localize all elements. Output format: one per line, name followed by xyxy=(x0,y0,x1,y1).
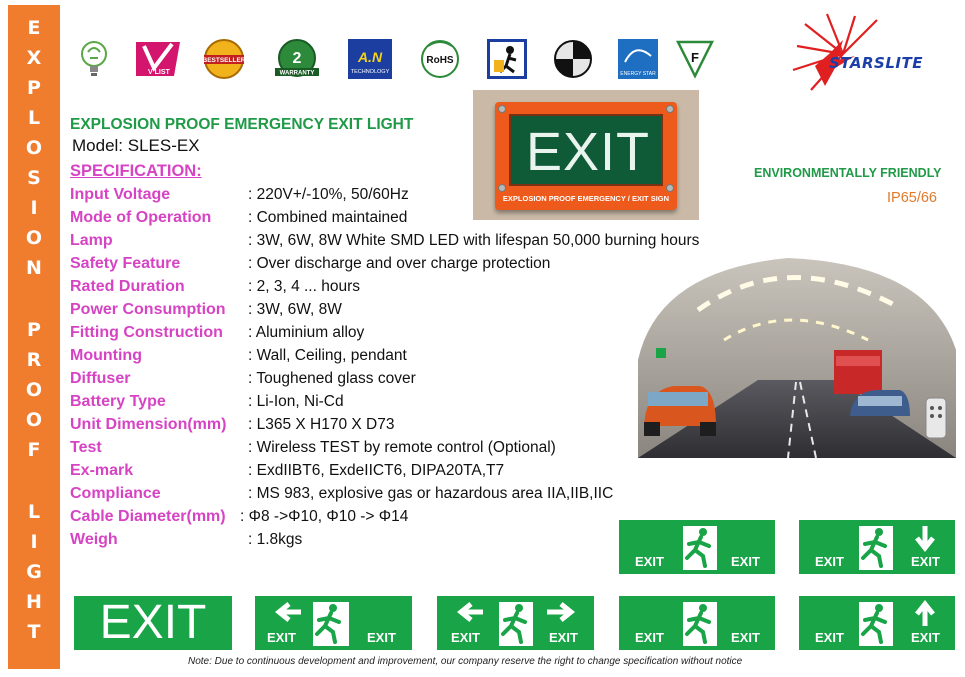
spec-value: : 2, 3, 4 ... hours xyxy=(248,278,361,295)
an-technology-logo-icon xyxy=(347,38,393,80)
banner-letter: L xyxy=(27,501,41,523)
spec-label: Input Voltage xyxy=(70,186,171,203)
f-mark-text: F xyxy=(691,50,699,65)
spec-heading: SPECIFICATION: xyxy=(70,162,202,180)
product-exit-text: EXIT xyxy=(525,122,651,182)
product-housing xyxy=(495,102,677,210)
vlist-text: V LIST xyxy=(148,69,170,76)
bolt-icon xyxy=(498,184,506,192)
spec-value: : Wall, Ceiling, pendant xyxy=(248,347,407,364)
spec-value: : Wireless TEST by remote control (Optional) xyxy=(248,439,556,456)
banner-letter: O xyxy=(25,409,43,431)
bolt-icon xyxy=(666,184,674,192)
rohs-text: RoHS xyxy=(426,55,454,66)
warranty-number: 2 xyxy=(292,50,302,67)
spec-label: Compliance xyxy=(70,485,161,502)
spec-label: Lamp xyxy=(70,232,113,249)
banner-letter: P xyxy=(27,319,41,341)
exit-word: EXIT xyxy=(635,554,664,569)
product-photo xyxy=(473,90,699,220)
spec-value: : MS 983, explosive gas or hazardous area IIA,IIB,IIC xyxy=(248,485,614,502)
running-man-icon xyxy=(619,596,775,650)
spec-value: : Over discharge and over charge protection xyxy=(248,255,551,272)
product-label: EXPLOSION PROOF EMERGENCY / EXIT SIGN xyxy=(502,194,670,203)
spec-label: Ex-mark xyxy=(70,462,134,479)
spec-value: : Li-Ion, Ni-Cd xyxy=(248,393,344,410)
banner-letter: F xyxy=(27,439,41,461)
spec-label: Diffuser xyxy=(70,370,131,387)
exit-word: EXIT xyxy=(911,630,940,645)
banner-letter: I xyxy=(30,197,38,219)
spec-value: : ExdIIBT6, ExdeIICT6, DIPA20TA,T7 xyxy=(248,462,505,479)
arrows-both-running-man-icon xyxy=(437,596,594,650)
banner-letter: X xyxy=(26,47,42,69)
bolt-icon xyxy=(498,105,506,113)
spec-value: : L365 X H170 X D73 xyxy=(248,416,395,433)
energy-star-logo-icon xyxy=(617,38,659,80)
spec-label: Test xyxy=(70,439,102,456)
banner-letter: O xyxy=(25,227,43,249)
footer-note: Note: Due to continuous development and improvement, our company reserve the right to change specification without notice xyxy=(188,656,743,667)
an-text: A.N xyxy=(357,49,383,65)
spec-label: Cable Diameter(mm) xyxy=(70,508,226,525)
an-sub-text: TECHNOLOGY xyxy=(350,69,390,75)
f-mark-logo-icon xyxy=(676,38,714,80)
spec-value: : 220V+/-10%, 50/60Hz xyxy=(248,186,409,203)
spec-label: Unit Dimension(mm) xyxy=(70,416,227,433)
banner-letter: E xyxy=(27,17,41,39)
product-screen xyxy=(509,114,663,186)
bestseller-text: BESTSELLER xyxy=(202,57,246,64)
banner-letter: O xyxy=(25,379,43,401)
arrow-left-running-man-icon xyxy=(255,596,412,650)
side-banner xyxy=(8,5,60,669)
environment-note: ENVIRONMENTALLY FRIENDLY xyxy=(754,166,942,180)
spec-value: : Toughened glass cover xyxy=(248,370,416,387)
warranty-logo-icon xyxy=(274,38,320,80)
spec-value: : 1.8kgs xyxy=(248,531,303,548)
bulb-logo-icon xyxy=(76,38,112,80)
exit-sign-text-only xyxy=(74,596,232,650)
exit-sign-arrow-both xyxy=(437,596,594,650)
exit-word: EXIT xyxy=(635,630,664,645)
exit-sign-arrow-up xyxy=(799,596,955,650)
banner-letter: S xyxy=(27,167,41,189)
spec-label: Rated Duration xyxy=(70,278,185,295)
exit-word: EXIT xyxy=(367,630,396,645)
exit-word: EXIT xyxy=(549,630,578,645)
exit-word: EXIT xyxy=(267,630,296,645)
exit-sign-arrow-down xyxy=(799,520,955,574)
page-title: EXPLOSION PROOF EMERGENCY EXIT LIGHT xyxy=(70,116,414,133)
exit-word: EXIT xyxy=(451,630,480,645)
running-man-icon xyxy=(619,520,775,574)
spec-value: : Aluminium alloy xyxy=(248,324,365,341)
exit-word: EXIT xyxy=(731,630,760,645)
energy-star-text: ENERGY STAR xyxy=(620,71,656,77)
running-man-arrow-down-icon xyxy=(799,520,955,574)
spec-label: Weigh xyxy=(70,531,118,548)
spec-label: Mounting xyxy=(70,347,142,364)
rohs-logo-icon xyxy=(418,38,462,80)
brand-name: STARSLITE xyxy=(829,54,923,72)
exit-word: EXIT xyxy=(731,554,760,569)
exit-word: EXIT xyxy=(911,554,940,569)
spec-value: : Φ8 ->Φ10, Φ10 -> Φ14 xyxy=(240,508,409,525)
exit-sign-arrow-left xyxy=(255,596,412,650)
exit-word: EXIT xyxy=(815,554,844,569)
banner-letter: G xyxy=(26,561,42,583)
banner-letter: R xyxy=(26,349,42,371)
spec-label: Fitting Construction xyxy=(70,324,223,341)
bestseller-logo-icon xyxy=(202,38,246,80)
spec-label: Safety Feature xyxy=(70,255,181,272)
exit-sign-man-right-bottom xyxy=(619,596,775,650)
banner-letter: I xyxy=(30,531,38,553)
banner-letter: O xyxy=(25,137,43,159)
banner-letter: H xyxy=(26,591,42,613)
bolt-icon xyxy=(666,105,674,113)
model-number: Model: SLES-EX xyxy=(72,136,200,155)
running-man-arrow-up-icon xyxy=(799,596,955,650)
spec-value: : 3W, 6W, 8W White SMD LED with lifespan 50,000 burning hours xyxy=(248,232,700,249)
ip-rating: IP65/66 xyxy=(887,190,937,206)
test-dot-logo-icon xyxy=(552,38,594,80)
v-list-logo-icon xyxy=(134,38,182,80)
spec-value: : 3W, 6W, 8W xyxy=(248,301,342,318)
maintenance-logo-icon xyxy=(486,38,528,80)
big-exit-text: EXIT xyxy=(99,596,207,649)
banner-letter: T xyxy=(27,621,41,643)
spec-value: : Combined maintained xyxy=(248,209,408,226)
exit-sign-man-right xyxy=(619,520,775,574)
spec-label: Battery Type xyxy=(70,393,166,410)
tunnel-photo xyxy=(638,250,956,458)
exit-word: EXIT xyxy=(815,630,844,645)
banner-letter: N xyxy=(26,257,42,279)
brand-logo xyxy=(785,10,957,100)
banner-letter: L xyxy=(27,107,41,129)
spec-label: Mode of Operation xyxy=(70,209,212,226)
spec-label: Power Consumption xyxy=(70,301,226,318)
warranty-word: WARRANTY xyxy=(279,70,315,77)
banner-letter: P xyxy=(27,77,41,99)
